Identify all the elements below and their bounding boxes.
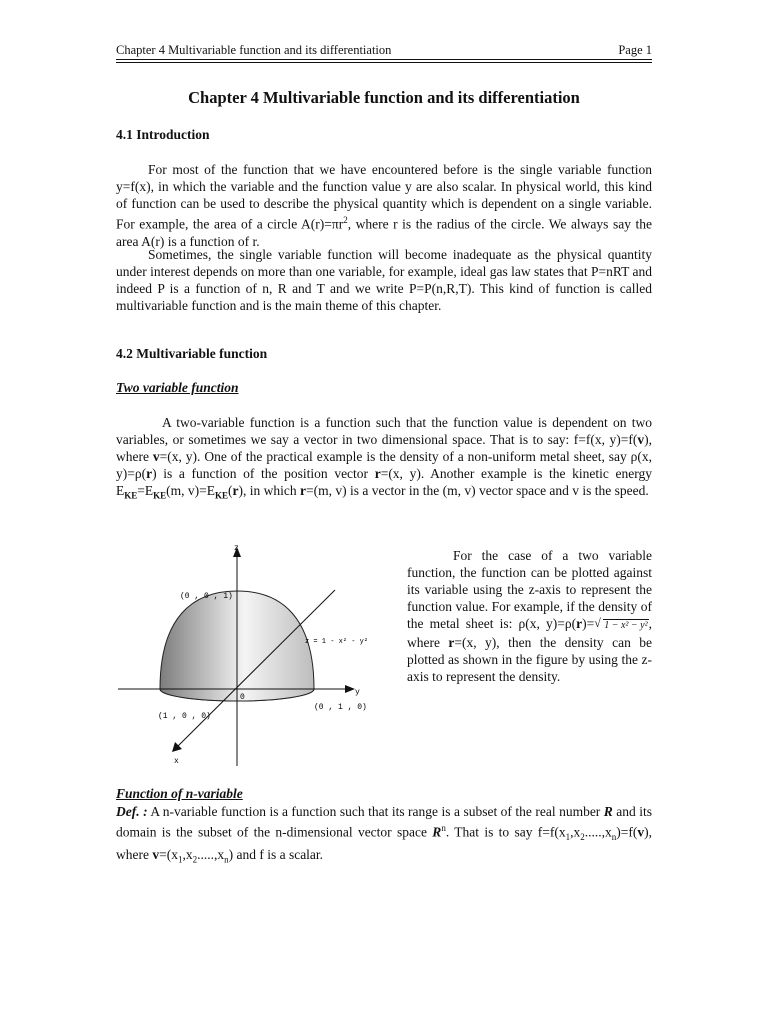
def-sub-nb: n: [224, 854, 229, 865]
y-axis-arrow: [345, 685, 355, 693]
intro-p1-text-b: , where r is the radius of the circle. We always say the area A(r) is a function of r.: [116, 216, 652, 249]
def-text-b: and its domain is the subset of the n-dimensional vector space: [116, 804, 652, 840]
tv-text-h: (: [228, 483, 233, 498]
def-text-d: ,x: [570, 824, 581, 840]
side-text-c: , where: [407, 616, 652, 650]
def-sub-1: 1: [565, 832, 571, 843]
def-text-j: .....,x: [197, 847, 225, 863]
intro-p2-text: Sometimes, the single variable function will become inadequate as the physical quantity under interest depends on more than one variable, for example, ideal gas law states that P=nRT and indeed P is a function of n, R and T and we write P=P(n,R,T). This kind of function is called multivariable function and is the main theme of this chapter.: [116, 247, 652, 313]
two-variable-heading: Two variable function: [116, 380, 239, 395]
surface-equation-label: z = 1 - x² - y²: [305, 638, 369, 646]
def-vector-v: v: [637, 824, 645, 840]
x-axis-label: x: [174, 757, 179, 766]
tv-vector-r4: r: [300, 483, 307, 498]
def-sub-2b: 2: [192, 854, 198, 865]
intro-paragraph-2: [116, 246, 652, 314]
def-text-e: .....,x: [584, 824, 612, 840]
running-header: [116, 43, 652, 60]
tv-text-b: ), where: [116, 432, 652, 464]
side-text-d: =(x, y), then the density can be plotted as shown in the figure by using the z-axis to represent the density.: [407, 635, 652, 684]
y-axis-label: y: [355, 688, 360, 697]
def-text-h: =(x: [159, 847, 178, 863]
def-text-c: . That is to say f=f(x: [445, 824, 566, 840]
z-axis-label: z: [234, 544, 239, 553]
tv-text-e: =(x, y). Another example is the kinetic energy E: [116, 466, 652, 498]
def-text-k: ) and f is a scalar.: [228, 847, 324, 863]
tv-text-d: ) is a function of the position vector: [152, 466, 375, 481]
sqrt-expression: [594, 617, 648, 634]
two-variable-paragraph: [116, 414, 652, 505]
tv-vector-v: v: [637, 432, 645, 447]
def-text-a: A n-variable function is a function such that its range is a subset of the real number: [147, 804, 604, 819]
tv-sub-ke1: KE: [124, 490, 138, 501]
hemisphere-svg: [112, 538, 397, 773]
side-text-b: )=: [582, 616, 595, 631]
def-text-i: ,x: [182, 847, 193, 863]
intro-p1-text-a: For most of the function that we have encountered before is the single variable function y=f(x), in which the variable and the function value y are also scalar. In physical world, this kind of function can be used to describe the physical quantity which is dependent on a single variable. For example, the area of a circle A(r)=πr: [116, 162, 652, 232]
def-text-f: )=f(: [616, 824, 638, 840]
tv-vector-r2: r: [374, 466, 381, 481]
tv-text-j: =(m, v) is a vector in the (m, v) vector space and v is the speed.: [306, 483, 649, 498]
tv-vector-r: r: [146, 466, 153, 481]
origin-label: 0: [240, 693, 245, 702]
intro-paragraph-1: [116, 161, 652, 250]
def-real-R: R: [603, 804, 613, 819]
def-sub-2: 2: [580, 832, 585, 843]
def-sub-1b: 1: [177, 854, 183, 865]
def-vector-v2: v: [152, 847, 160, 863]
section-heading-4-2: 4.2 Multivariable function: [116, 346, 268, 361]
section-heading-4-1: 4.1 Introduction: [116, 127, 210, 142]
point-right-label: (0 , 1 , 0): [314, 703, 367, 712]
chapter-title: Chapter 4 Multivariable function and its differentiation: [188, 88, 580, 107]
tv-text-g: (m, v)=E: [166, 483, 216, 498]
tv-text-a: A two-variable function is a function such that the function value is dependent on two variables, or sometimes we say a vector in two dimensional space. That is to say: f=f(x, y)=f(: [116, 415, 652, 447]
def-real-Rn: R: [432, 824, 442, 840]
tv-vector-r3: r: [232, 483, 239, 498]
def-text-g: ), where: [116, 824, 652, 863]
tv-sub-ke2: KE: [153, 490, 167, 501]
n-variable-definition: [116, 803, 652, 869]
header-page-number: Page 1: [618, 43, 652, 57]
header-chapter-title: Chapter 4 Multivariable function and its differentiation: [116, 43, 392, 57]
tv-sub-ke3: KE: [215, 490, 229, 501]
n-variable-heading: Function of n-variable: [116, 786, 243, 801]
sqrt-radicand: 1 − x² − y²: [604, 620, 648, 631]
intro-p1-superscript: 2: [343, 215, 348, 225]
definition-label: Def. :: [116, 804, 148, 819]
def-sup-n: n: [441, 823, 446, 833]
point-top-label: (0 , 0 , 1): [180, 592, 233, 601]
def-sub-n: n: [611, 832, 617, 843]
side-vector-r: r: [576, 616, 583, 631]
tv-text-i: ), in which: [238, 483, 301, 498]
hemisphere-figure: [112, 538, 397, 773]
figure-side-paragraph: [407, 547, 652, 685]
sqrt-radical-sign: √: [594, 616, 601, 630]
tv-text-f: =E: [137, 483, 154, 498]
tv-vector-v2: v: [152, 449, 160, 464]
tv-text-c: =(x, y). One of the practical example is the density of a non-uniform metal sheet, say ρ(x, y)=ρ(: [116, 449, 653, 481]
point-left-label: (1 , 0 , 0): [158, 712, 211, 721]
side-text-a: For the case of a two variable function, the function can be plotted against its variable using the z-axis to represent the function value. For example, if the density of the metal sheet is: ρ(x, y)=ρ(: [407, 548, 652, 631]
side-vector-r2: r: [448, 635, 455, 650]
